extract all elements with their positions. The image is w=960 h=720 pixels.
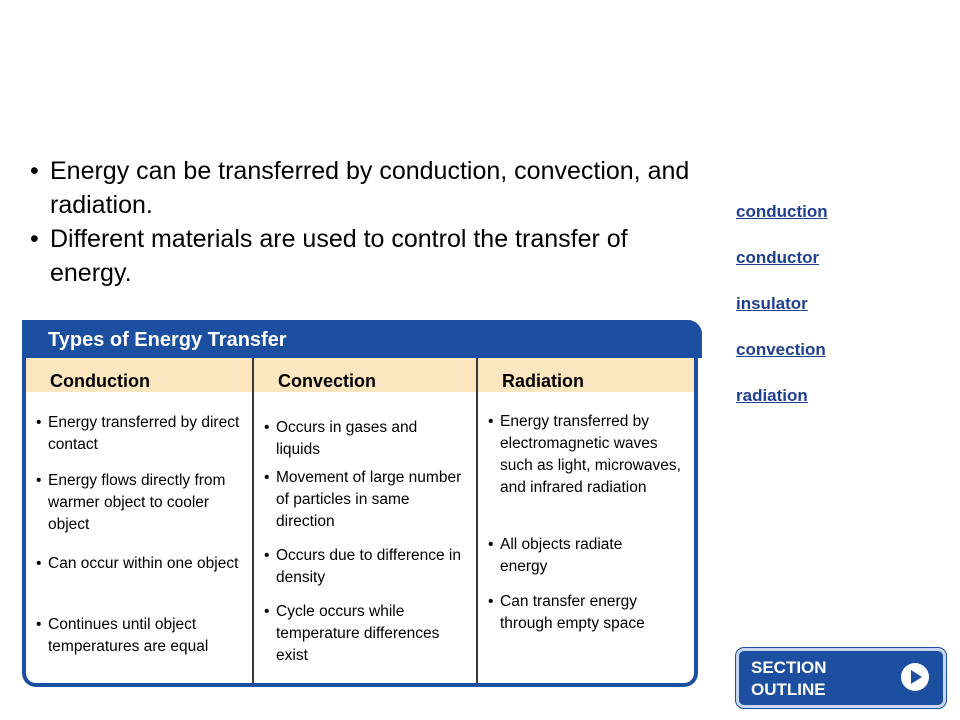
vocab-link-conduction[interactable]: conduction <box>736 202 828 221</box>
vocab-link-convection[interactable]: convection <box>736 340 826 359</box>
list-item: • Energy transferred by electromagnetic waves such as light, microwaves, and infrared radiation <box>488 411 694 499</box>
list-item: • Occurs due to difference in density <box>264 545 466 589</box>
column-divider <box>476 358 478 683</box>
list-item: • Movement of large number of particles in same direction <box>264 467 466 533</box>
column-header-row <box>26 358 694 392</box>
table-title: Types of Energy Transfer <box>22 320 702 358</box>
vocab-link-conductor[interactable]: conductor <box>736 248 820 267</box>
list-item: • Can transfer energy through empty space <box>488 591 690 635</box>
vocabulary-links <box>736 200 828 430</box>
section-outline-button[interactable] <box>736 648 946 708</box>
vocab-link-radiation[interactable]: radiation <box>736 386 808 405</box>
list-item: • All objects radiate energy <box>488 534 670 578</box>
list-item: • Energy transferred by direct contact <box>36 412 248 456</box>
column-header-conduction: Conduction <box>50 371 150 391</box>
intro-bullets <box>30 154 710 290</box>
intro-bullet: • Different materials are used to control the transfer of energy. <box>30 222 710 290</box>
list-item: • Occurs in gases and liquids <box>264 417 462 461</box>
list-item: • Cycle occurs while temperature differences exist <box>264 601 462 667</box>
column-header-radiation: Radiation <box>502 371 585 391</box>
section-outline-label: SECTION OUTLINE <box>751 658 827 699</box>
column-header-convection: Convection <box>278 371 377 391</box>
energy-transfer-table <box>22 320 698 687</box>
play-icon <box>901 663 929 691</box>
list-item: • Continues until object temperatures are equal <box>36 614 254 658</box>
list-item: • Can occur within one object <box>36 553 248 575</box>
list-item: • Energy flows directly from warmer object to cooler object <box>36 470 248 536</box>
intro-bullet: • Energy can be transferred by conduction, convection, and radiation. <box>30 154 710 222</box>
vocab-link-insulator[interactable]: insulator <box>736 294 808 313</box>
